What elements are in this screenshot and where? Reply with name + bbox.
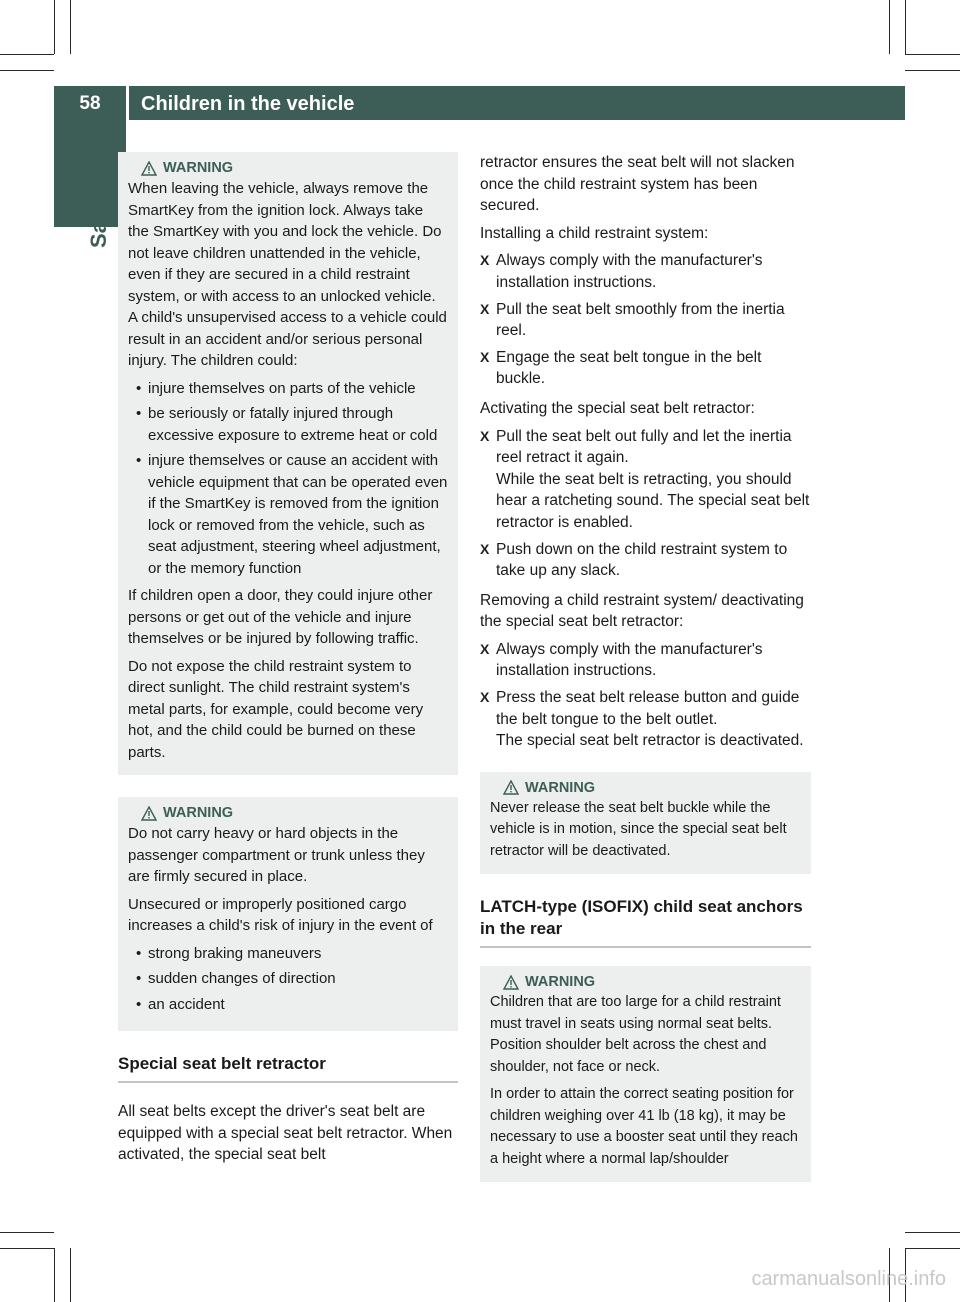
step-text: Always comply with the manufacturer's installation instructions. bbox=[496, 252, 763, 291]
step-item bbox=[480, 250, 811, 293]
list-item-text: strong braking maneuvers bbox=[148, 944, 322, 962]
warning-header bbox=[141, 160, 448, 176]
crop-mark bbox=[0, 54, 54, 55]
step-item bbox=[480, 639, 811, 682]
warning-triangle-icon bbox=[141, 806, 157, 821]
step-item bbox=[480, 347, 811, 390]
step-result-text: The special seat belt retractor is deactivated. bbox=[496, 732, 804, 750]
list-item-text: injure themselves or cause an accident with vehicle equipment that can be operated even if the SmartKey is removed from the ignition lock or removed from the vehicle, such as seat adjustment, steering wheel adjustment, or the memory function bbox=[148, 452, 448, 577]
crop-mark bbox=[905, 1232, 960, 1233]
crop-mark bbox=[0, 70, 54, 71]
step-marker-icon: X bbox=[480, 300, 490, 317]
step-marker-icon: X bbox=[480, 252, 490, 269]
page-number: 58 bbox=[79, 93, 101, 114]
list-item-text: be seriously or fatally injured through excessive exposure to extreme heat or cold bbox=[148, 405, 438, 444]
warning-text: Do not carry heavy or hard objects in the passenger compartment or trunk unless they are firmly secured in place. bbox=[128, 825, 425, 885]
warning-triangle-icon bbox=[141, 161, 157, 176]
crop-mark bbox=[905, 54, 960, 55]
step-item bbox=[480, 539, 811, 582]
step-text: Push down on the child restraint system to take up any slack. bbox=[496, 540, 788, 580]
warning-label: WARNING bbox=[163, 160, 234, 176]
warning-header bbox=[503, 780, 801, 796]
body-text: All seat belts except the driver's seat belt are equipped with a special seat belt retractor. When activated, the special seat belt bbox=[118, 1103, 453, 1164]
step-item bbox=[480, 687, 811, 752]
step-marker-icon: X bbox=[480, 540, 490, 557]
step-marker-icon: X bbox=[480, 427, 490, 444]
step-group-heading: Installing a child restraint system: bbox=[480, 224, 709, 242]
crop-mark bbox=[0, 1248, 54, 1249]
list-item: • injure themselves on parts of the vehicle bbox=[136, 379, 416, 397]
step-result-text: While the seat belt is retracting, you should hear a ratcheting sound. The special seat belt retractor is enabled. bbox=[496, 470, 810, 531]
section-heading: LATCH-type (ISOFIX) child seat anchors in the rear bbox=[480, 896, 811, 948]
step-text: Engage the seat belt tongue in the belt buckle. bbox=[496, 348, 762, 388]
step-marker-icon: X bbox=[480, 689, 490, 706]
warning-text: Never release the seat belt buckle while the vehicle is in motion, since the special seat belt retractor will be deactivated. bbox=[490, 799, 787, 859]
warning-text: If children open a door, they could injure other persons or get out of the vehicle and injure themselves or be injured by following traffic. bbox=[128, 587, 433, 647]
warning-box bbox=[118, 152, 458, 775]
remove-steps bbox=[480, 639, 811, 752]
page-title: Children in the vehicle bbox=[141, 93, 355, 115]
warning-header bbox=[503, 974, 801, 990]
warning-bullet-list bbox=[128, 943, 448, 1016]
warning-label: WARNING bbox=[163, 805, 234, 821]
crop-mark bbox=[54, 0, 55, 54]
crop-mark bbox=[0, 1232, 54, 1233]
warning-text: Children that are too large for a child restraint must travel in seats using normal seat belts. Position shoulder belt across the chest and shoulder, not face or neck. bbox=[490, 994, 781, 1075]
step-item bbox=[480, 299, 811, 342]
step-item bbox=[480, 426, 811, 534]
warning-box bbox=[118, 797, 458, 1031]
header-divider bbox=[126, 86, 129, 120]
crop-mark bbox=[889, 0, 890, 54]
step-group-heading: Activating the special seat belt retractor: bbox=[480, 399, 755, 417]
warning-label: WARNING bbox=[525, 974, 596, 991]
side-tab-label: Safety bbox=[86, 181, 111, 248]
warning-text: In order to attain the correct seating position for children weighing over 41 lb (18 kg), it may be necessary to use a booster seat until they reach a height where a normal lap/shoulder bbox=[490, 1086, 798, 1167]
step-text: Pull the seat belt out fully and let the inertia reel retract it again. bbox=[496, 427, 792, 467]
step-text: Press the seat belt release button and guide the belt tongue to the belt outlet. bbox=[496, 689, 800, 728]
list-item: • an accident bbox=[136, 995, 225, 1013]
warning-text: Unsecured or improperly positioned cargo increases a child's risk of injury in the event of bbox=[128, 895, 433, 934]
list-item-text: sudden changes of direction bbox=[148, 970, 336, 987]
warning-triangle-icon bbox=[503, 975, 519, 990]
watermark: carmanualsonline.info bbox=[751, 1268, 946, 1290]
left-column bbox=[118, 152, 458, 1172]
warning-text: When leaving the vehicle, always remove the SmartKey from the ignition lock. Always take the SmartKey with you and lock the vehicle. Do not leave children unattended in the vehicle, even if they are secured in a child restraint system, or with access to an unlocked vehicle. A child's unsupervised access to a vehicle could result in an accident and/or serious personal injury. The children could: bbox=[128, 180, 447, 369]
activate-steps bbox=[480, 426, 811, 582]
warning-triangle-icon bbox=[503, 780, 519, 795]
warning-box bbox=[480, 772, 811, 875]
warning-box bbox=[480, 966, 811, 1182]
crop-mark bbox=[70, 0, 71, 54]
body-text: retractor ensures the seat belt will not slacken once the child restraint system has been secured. bbox=[480, 154, 795, 215]
warning-label: WARNING bbox=[525, 779, 596, 796]
crop-mark bbox=[905, 0, 906, 54]
right-column bbox=[480, 152, 811, 1204]
list-item: • injure themselves or cause an accident with vehicle equipment that can be operated even if the SmartKey is removed from the ignition lock or removed from the vehicle, such as seat adjustment, steering wheel adjustment, or the memory function bbox=[136, 452, 448, 577]
section-heading: Special seat belt retractor bbox=[118, 1053, 458, 1083]
crop-mark bbox=[54, 1248, 55, 1302]
list-item-text: an accident bbox=[148, 995, 225, 1013]
crop-mark bbox=[70, 1248, 71, 1302]
list-item: • strong braking maneuvers bbox=[136, 944, 322, 962]
list-item: • be seriously or fatally injured through excessive exposure to extreme heat or cold bbox=[136, 405, 438, 444]
list-item: • sudden changes of direction bbox=[136, 970, 336, 987]
step-text: Pull the seat belt smoothly from the inertia reel. bbox=[496, 300, 785, 340]
warning-text: Do not expose the child restraint system to direct sunlight. The child restraint system's metal parts, for example, could become very hot, and the child could be burned on these parts. bbox=[128, 657, 424, 761]
crop-mark bbox=[905, 70, 960, 71]
step-text: Always comply with the manufacturer's installation instructions. bbox=[496, 640, 763, 680]
step-group-heading: Removing a child restraint system/ deactivating the special seat belt retractor: bbox=[480, 591, 804, 631]
crop-mark bbox=[905, 1248, 960, 1249]
install-steps bbox=[480, 250, 811, 390]
warning-header bbox=[141, 805, 448, 821]
list-item-text: injure themselves on parts of the vehicle bbox=[148, 379, 416, 397]
warning-bullet-list bbox=[128, 378, 448, 580]
step-marker-icon: X bbox=[480, 640, 490, 657]
step-marker-icon: X bbox=[480, 348, 490, 365]
